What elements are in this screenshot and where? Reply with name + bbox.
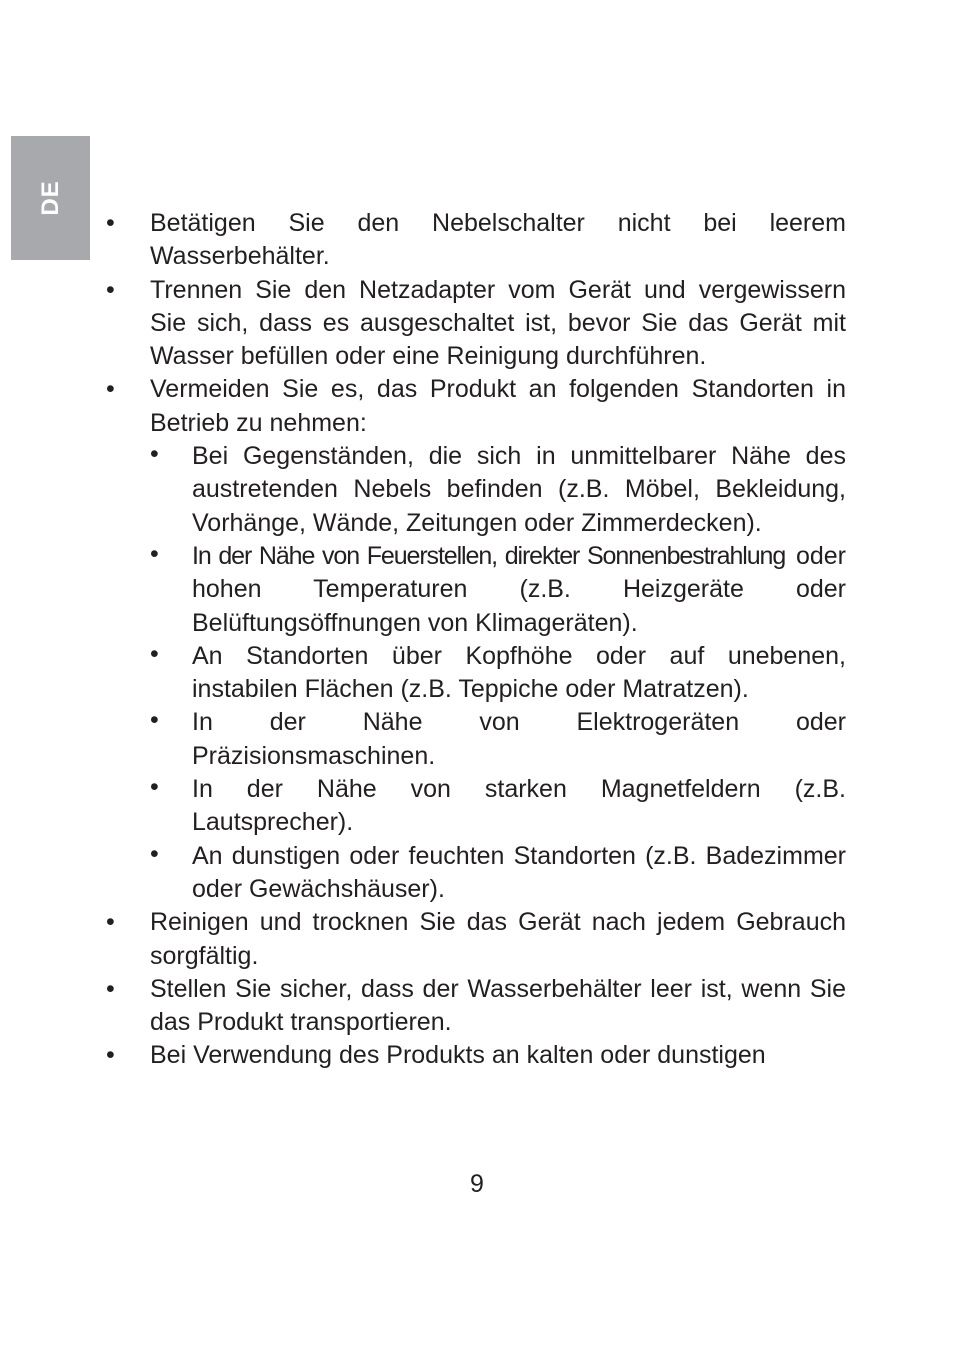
sub-list-item-text-line1: In der Nähe von Feuerstellen, direkter Sonnenbestrahlung [192, 541, 786, 570]
bullet-icon: • [106, 974, 115, 1003]
list-item [104, 274, 846, 374]
sub-bullet-icon: • [150, 706, 159, 735]
list-item [104, 906, 846, 973]
sub-list-item [150, 840, 846, 907]
sub-bullet-icon: • [150, 839, 159, 868]
sub-list-item [150, 440, 846, 540]
sub-bullet-icon: • [150, 639, 159, 668]
sub-bullet-icon: • [150, 539, 159, 568]
sub-bullet-icon: • [150, 440, 159, 469]
bullet-icon: • [106, 209, 115, 237]
safety-instructions-list [104, 207, 846, 1073]
sub-list-item-text-rest: oder hohen Temperaturen (z.B. Heizgeräte oder Belüftungsöffnungen von Klimageräten). [192, 541, 846, 637]
sub-list-item-text: An Standorten über Kopfhöhe oder auf unebenen, instabilen Flächen (z.B. Teppiche oder Matratzen). [192, 641, 846, 704]
bullet-icon: • [106, 908, 115, 937]
sub-list-item-text: In der Nähe von Elektrogeräten oder Präzisionsmaschinen. [192, 708, 846, 770]
sub-list-item [150, 706, 846, 773]
sub-list-item-text: In der Nähe von starken Magnetfeldern (z.B. Lautsprecher). [192, 775, 846, 837]
list-item-text: Betätigen Sie den Nebelschalter nicht bei leerem Wasserbehälter. [150, 209, 846, 271]
sub-list-item [150, 773, 846, 840]
list-item [104, 1039, 846, 1072]
list-item [104, 373, 846, 906]
list-item [104, 207, 846, 274]
sub-bullet-icon: • [150, 773, 159, 802]
bullet-icon: • [106, 275, 115, 304]
sub-list-item-text: An dunstigen oder feuchten Standorten (z.B. Badezimmer oder Gewächshäuser). [192, 841, 846, 903]
sub-list-item [150, 540, 846, 640]
sub-list [150, 440, 846, 906]
list-item-text: Vermeiden Sie es, das Produkt an folgenden Standorten in Betrieb zu nehmen: [150, 375, 846, 437]
list-item-text: Trennen Sie den Netzadapter vom Gerät und vergewissern Sie sich, dass es ausgeschaltet ist, bevor Sie das Gerät mit Wasser befüllen oder eine Reinigung durchführen. [150, 275, 846, 371]
language-tab-label: DE [36, 180, 64, 216]
list-item [104, 973, 846, 1040]
list-item-text: Reinigen und trocknen Sie das Gerät nach jedem Gebrauch sorgfältig. [150, 908, 846, 970]
page-number: 9 [470, 1170, 484, 1198]
bullet-icon: • [106, 1041, 115, 1070]
list-item-text: Bei Verwendung des Produkts an kalten oder dunstigen [150, 1041, 766, 1070]
sub-list-item [150, 640, 846, 707]
list-item-text: Stellen Sie sicher, dass der Wasserbehälter leer ist, wenn Sie das Produkt transportieren. [150, 974, 846, 1037]
sub-list-item-text: Bei Gegenständen, die sich in unmittelbarer Nähe des austretenden Nebels befinden (z.B. Möbel, Bekleidung, Vorhänge, Wände, Zeitungen oder Zimmerdecken). [192, 442, 846, 537]
language-tab [11, 136, 90, 260]
bullet-icon: • [106, 375, 115, 404]
